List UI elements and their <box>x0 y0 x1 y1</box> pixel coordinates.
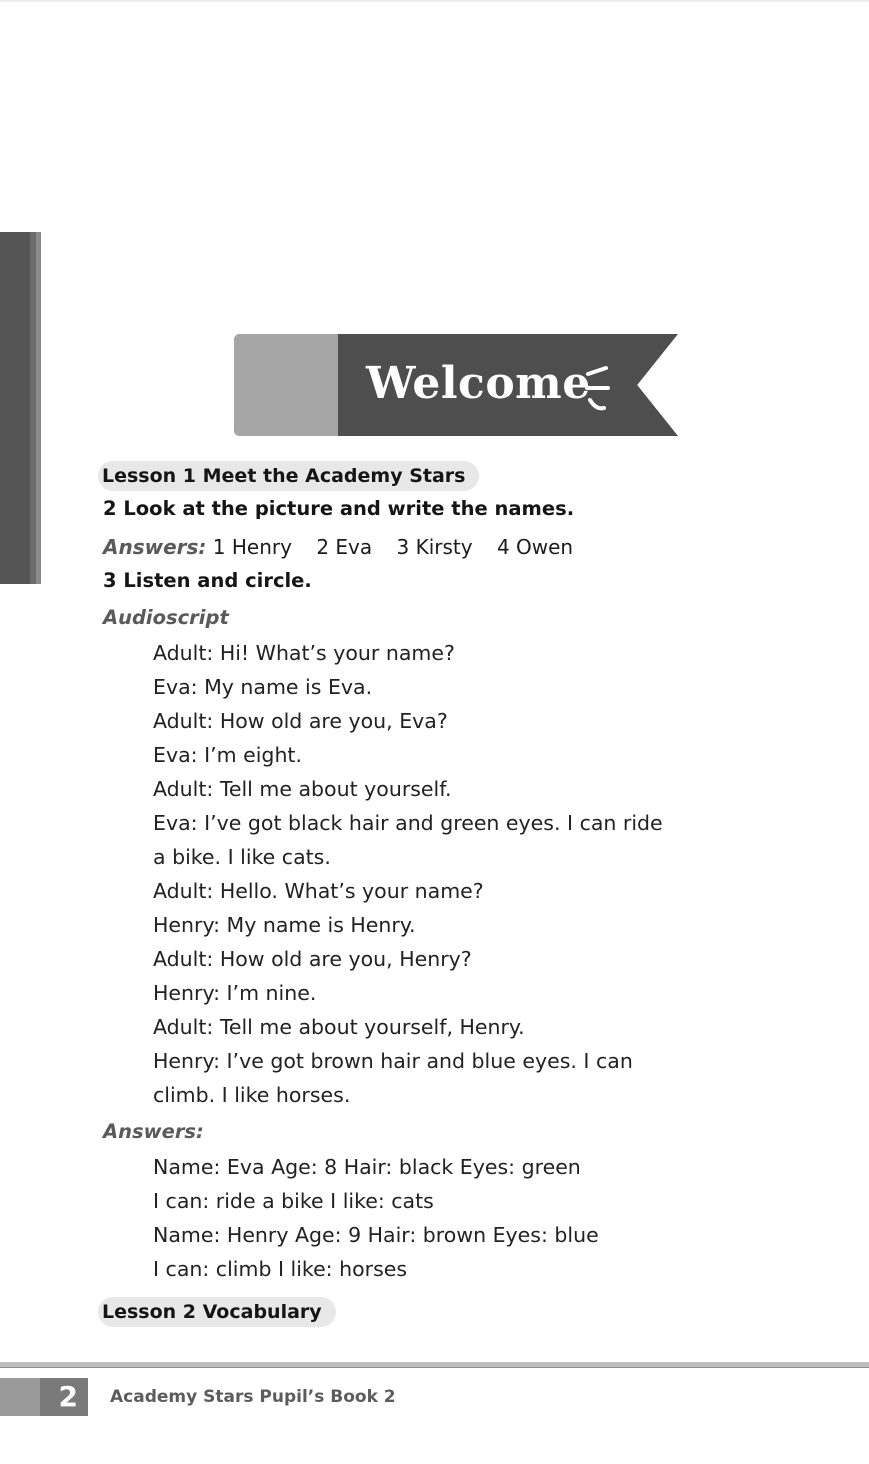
page-number: 2 <box>58 1380 78 1413</box>
audioscript-label: Audioscript <box>103 606 229 629</box>
exercise2-answers <box>103 535 591 559</box>
script-line: climb. I like horses. <box>153 1083 351 1107</box>
script-line: Henry: My name is Henry. <box>153 913 416 937</box>
answer-line: Name: Henry Age: 9 Hair: brown Eyes: blue <box>153 1223 599 1247</box>
answer-line: I can: climb I like: horses <box>153 1257 408 1281</box>
answer-line: Name: Eva Age: 8 Hair: black Eyes: green <box>153 1155 581 1179</box>
book-title: Academy Stars Pupil’s Book 2 <box>110 1387 396 1407</box>
exercise3-answers <box>153 1150 713 1286</box>
sparkle-lines-icon <box>584 364 614 414</box>
script-line: a bike. I like cats. <box>153 845 331 869</box>
script-line: Adult: Hello. What’s your name? <box>153 879 484 903</box>
script-line: Adult: Tell me about yourself, Henry. <box>153 1015 525 1039</box>
script-line: Adult: Hi! What’s your name? <box>153 641 455 665</box>
answer-item: 4 Owen <box>496 535 574 559</box>
footer-divider <box>0 1362 869 1367</box>
exercise2-instruction: 2 Look at the picture and write the names. <box>103 497 575 520</box>
lesson2-title: Lesson 2 Vocabulary <box>98 1297 336 1327</box>
page-number-box <box>0 1378 88 1416</box>
script-line: Henry: I’m nine. <box>153 981 317 1005</box>
exercise3-instruction: 3 Listen and circle. <box>103 569 312 592</box>
script-line: Eva: I’ve got black hair and green eyes. I can ride <box>153 811 663 835</box>
banner-light-block <box>234 334 346 436</box>
answer-item: 3 Kirsty <box>396 535 473 559</box>
script-line: Eva: I’m eight. <box>153 743 302 767</box>
answer-line: I can: ride a bike I like: cats <box>153 1189 434 1213</box>
welcome-banner <box>234 334 678 436</box>
answer-item: 2 Eva <box>316 535 373 559</box>
script-line: Eva: My name is Eva. <box>153 675 373 699</box>
script-line: Adult: Tell me about yourself. <box>153 777 452 801</box>
script-line: Henry: I’ve got brown hair and blue eyes. I can <box>153 1049 633 1073</box>
answer-item: 1 Henry <box>212 535 292 559</box>
banner-title: Welcome <box>366 358 591 409</box>
side-tab-decoration <box>0 232 41 584</box>
top-divider <box>0 0 869 2</box>
lesson1-title: Lesson 1 Meet the Academy Stars <box>98 461 479 491</box>
answers-label: Answers: <box>103 535 207 559</box>
script-line: Adult: How old are you, Henry? <box>153 947 472 971</box>
script-line: Adult: How old are you, Eva? <box>153 709 448 733</box>
answers2-label: Answers: <box>103 1120 204 1143</box>
audioscript-text <box>153 636 713 1112</box>
